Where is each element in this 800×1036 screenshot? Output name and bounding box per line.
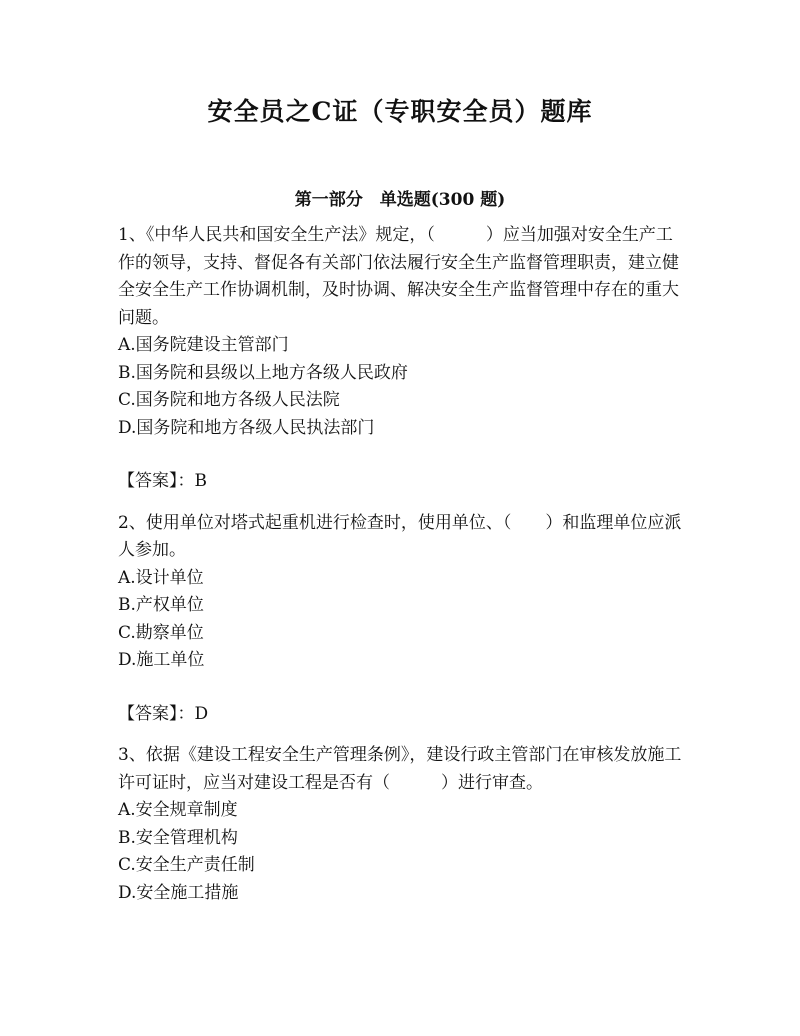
answer-value: ：B <box>177 471 207 491</box>
option-c: C.勘察单位 <box>118 622 204 643</box>
answer-label: 【答案】 <box>118 471 178 491</box>
question-1 <box>118 222 688 496</box>
option-c: C.国务院和地方各级人民法院 <box>118 390 340 410</box>
option-b: B.安全管理机构 <box>118 827 238 848</box>
option-a: A.国务院建设主管部门 <box>118 335 289 355</box>
question-2 <box>118 510 688 729</box>
option-d: D.国务院和地方各级人民执法部门 <box>118 417 375 438</box>
question-stem: 2、使用单位对塔式起重机进行检查时，使用单位、（ ）和监理单位应派人参加。 <box>118 512 682 560</box>
answer-line <box>118 701 688 729</box>
option-a: A.安全规章制度 <box>118 800 238 820</box>
option-b: B.国务院和县级以上地方各级人民政府 <box>118 362 408 383</box>
question-list <box>118 222 688 907</box>
page-title: 安全员之C证（专职安全员）题库 <box>207 97 593 126</box>
answer-value: ：D <box>177 703 209 724</box>
option-d: D.安全施工措施 <box>118 882 239 903</box>
answer-line <box>118 468 688 496</box>
answer-label: 【答案】 <box>118 703 178 724</box>
option-c: C.安全生产责任制 <box>118 855 255 875</box>
option-d: D.施工单位 <box>118 650 205 670</box>
question-stem: 1、《中华人民共和国安全生产法》规定，（ ）应当加强对安全生产工作的领导，支持、督促各有关部门依法履行安全生产监督管理职责，建立健全安全生产工作协调机制，及时协调、解决安全生产监督管理中存在的重大问题。 <box>118 225 679 328</box>
option-b: B.产权单位 <box>118 595 204 615</box>
question-stem: 3、依据《建设工程安全生产管理条例》，建设行政主管部门在审核发放施工许可证时，应当对建设工程是否有（ ）进行审查。 <box>118 745 682 793</box>
question-3 <box>118 742 688 907</box>
section-heading: 第一部分 单选题(300 题) <box>294 190 506 210</box>
option-a: A.设计单位 <box>118 567 204 588</box>
